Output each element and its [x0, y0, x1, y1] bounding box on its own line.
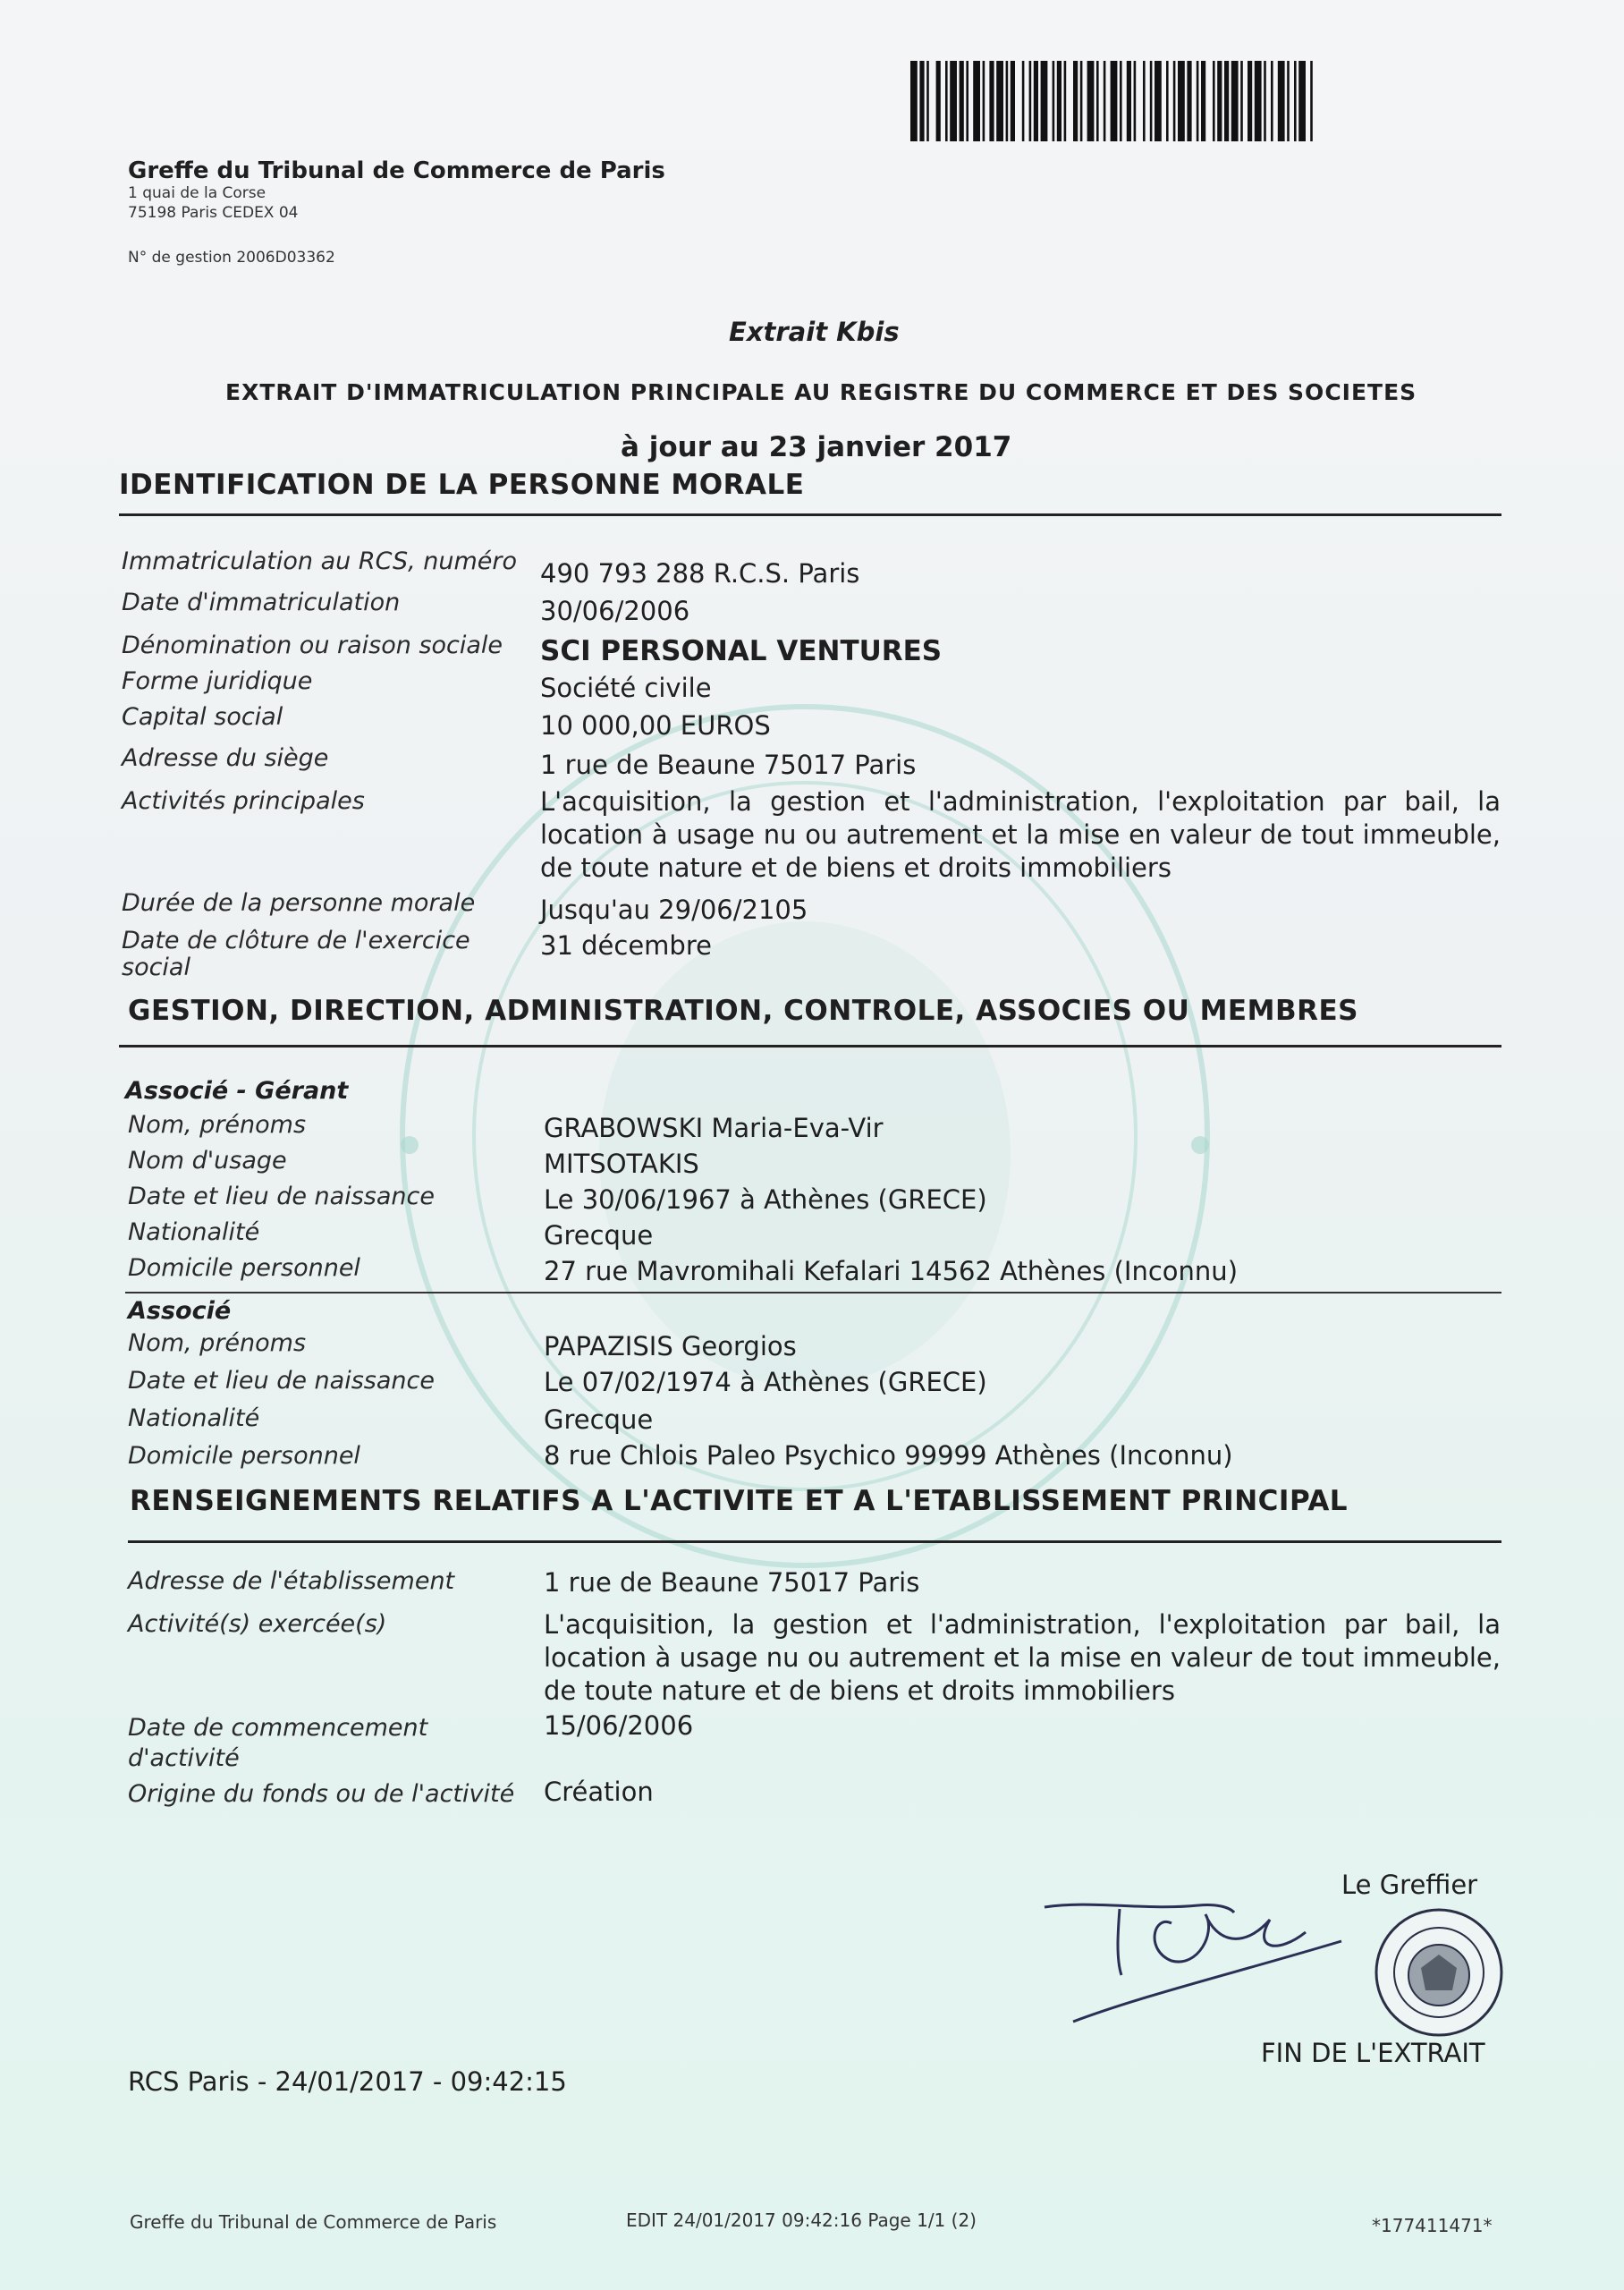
office-name: Greffe du Tribunal de Commerce de Paris [128, 157, 665, 184]
value-denomination: SCI PERSONAL VENTURES [540, 635, 943, 667]
group-divider [125, 1292, 1501, 1293]
value-adresse-etablissement: 1 rue de Beaune 75017 Paris [544, 1567, 920, 1598]
label-date-commencement-line2: d'activité [128, 1744, 240, 1772]
document-date: à jour au 23 janvier 2017 [621, 431, 1012, 463]
label-gerant-naissance: Date et lieu de naissance [128, 1183, 435, 1210]
label-gerant-nom: Nom, prénoms [128, 1111, 307, 1139]
gestion-number: N° de gestion 2006D03362 [128, 249, 335, 267]
section-gestion-heading: GESTION, DIRECTION, ADMINISTRATION, CONTROLE, ASSOCIES OU MEMBRES [128, 995, 1358, 1027]
group-associe-title: Associé [128, 1297, 232, 1325]
value-gerant-nom: GRABOWSKI Maria-Eva-Vir [544, 1113, 884, 1143]
section-identification-heading: IDENTIFICATION DE LA PERSONNE MORALE [119, 469, 805, 501]
section-activite-heading: RENSEIGNEMENTS RELATIFS A L'ACTIVITE ET A L'ETABLISSEMENT PRINCIPAL [130, 1485, 1349, 1517]
label-activites-principales: Activités principales [122, 787, 365, 815]
value-gerant-nom-usage: MITSOTAKIS [544, 1149, 699, 1179]
value-date-immatriculation: 30/06/2006 [540, 596, 690, 626]
value-date-cloture: 31 décembre [540, 930, 712, 961]
end-of-extract-label: FIN DE L'EXTRAIT [1261, 2038, 1485, 2068]
label-origine-fonds: Origine du fonds ou de l'activité [128, 1780, 515, 1808]
value-activites-exercees: L'acquisition, la gestion et l'administration, l'exploitation par bail, la location à usage nu ou autrement et la mise en valeur de tout immeuble, de toute nature et de biens et droits immobiliers [544, 1609, 1501, 1706]
label-associe-nationalite: Nationalité [128, 1404, 260, 1432]
section-rule [119, 1045, 1501, 1047]
office-address-line1: 1 quai de la Corse [128, 184, 266, 202]
label-associe-domicile: Domicile personnel [128, 1442, 360, 1470]
value-duree: Jusqu'au 29/06/2105 [540, 895, 808, 925]
value-associe-nom: PAPAZISIS Georgios [544, 1331, 797, 1361]
footer-office: Greffe du Tribunal de Commerce de Paris [130, 2211, 497, 2233]
label-activites-exercees: Activité(s) exercée(s) [128, 1610, 387, 1638]
section-rule [128, 1540, 1501, 1543]
value-forme-juridique: Société civile [540, 673, 712, 703]
value-adresse-siege: 1 rue de Beaune 75017 Paris [540, 750, 917, 780]
label-date-cloture-line2: social [122, 954, 190, 981]
label-gerant-nationalite: Nationalité [128, 1218, 260, 1246]
value-gerant-naissance: Le 30/06/1967 à Athènes (GRECE) [544, 1184, 987, 1215]
section-rule [119, 513, 1501, 516]
footer-doc-code: *177411471* [1372, 2215, 1493, 2236]
label-associe-naissance: Date et lieu de naissance [128, 1367, 435, 1395]
label-forme-juridique: Forme juridique [122, 667, 313, 695]
label-associe-nom: Nom, prénoms [128, 1329, 307, 1357]
value-activites-principales: L'acquisition, la gestion et l'administration, l'exploitation par bail, la location à usage nu ou autrement et la mise en valeur de tout immeuble, de toute nature et de biens et droits immobiliers [540, 786, 1501, 883]
label-gerant-nom-usage: Nom d'usage [128, 1147, 287, 1175]
document-subtitle: EXTRAIT D'IMMATRICULATION PRINCIPALE AU REGISTRE DU COMMERCE ET DES SOCIETES [225, 379, 1417, 405]
barcode-icon [910, 61, 1501, 141]
value-date-commencement: 15/06/2006 [544, 1710, 694, 1741]
value-associe-nationalite: Grecque [544, 1404, 654, 1435]
label-date-commencement-line1: Date de commencement [128, 1714, 428, 1742]
value-associe-domicile: 8 rue Chlois Paleo Psychico 99999 Athènes (Inconnu) [544, 1440, 1233, 1471]
value-associe-naissance: Le 07/02/1974 à Athènes (GRECE) [544, 1367, 987, 1397]
value-immatriculation: 490 793 288 R.C.S. Paris [540, 558, 860, 589]
value-gerant-nationalite: Grecque [544, 1220, 654, 1251]
value-capital-social: 10 000,00 EUROS [540, 710, 771, 741]
label-duree: Durée de la personne morale [122, 889, 476, 917]
label-date-immatriculation: Date d'immatriculation [122, 589, 401, 616]
label-date-cloture-line1: Date de clôture de l'exercice [122, 927, 470, 954]
value-gerant-domicile: 27 rue Mavromihali Kefalari 14562 Athènes (Inconnu) [544, 1256, 1239, 1286]
handwritten-signature-icon [1037, 1887, 1359, 2031]
group-associe-gerant-title: Associé - Gérant [125, 1077, 349, 1105]
label-gerant-domicile: Domicile personnel [128, 1254, 360, 1282]
label-adresse-siege: Adresse du siège [122, 744, 329, 772]
rcs-timestamp: RCS Paris - 24/01/2017 - 09:42:15 [128, 2066, 567, 2097]
label-adresse-etablissement: Adresse de l'établissement [128, 1567, 455, 1595]
office-address-line2: 75198 Paris CEDEX 04 [128, 204, 299, 222]
label-denomination: Dénomination ou raison sociale [122, 632, 503, 659]
footer-edit-line: EDIT 24/01/2017 09:42:16 Page 1/1 (2) [626, 2209, 977, 2231]
value-origine-fonds: Création [544, 1777, 654, 1807]
signer-label: Le Greffier [1341, 1870, 1478, 1900]
document-title: Extrait Kbis [729, 317, 900, 347]
official-seal-icon [1372, 1905, 1506, 2040]
label-capital-social: Capital social [122, 703, 283, 731]
label-immatriculation: Immatriculation au RCS, numéro [122, 547, 518, 575]
